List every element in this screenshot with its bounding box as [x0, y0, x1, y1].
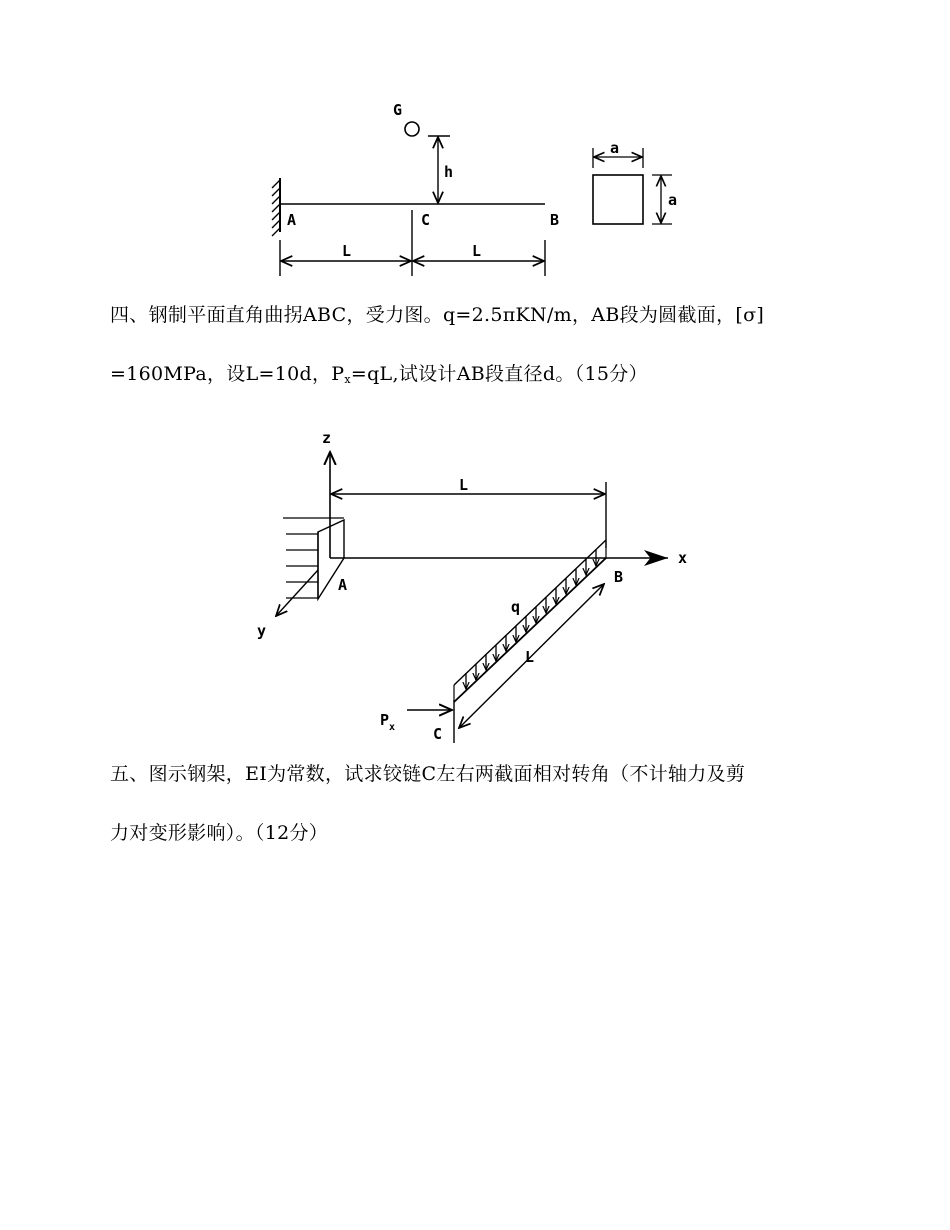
label-c-2: C: [433, 725, 443, 743]
label-l-top: L: [459, 476, 469, 494]
label-c: C: [421, 211, 431, 229]
question-5-line-2: 力对变形影响）。（12分）: [110, 822, 329, 844]
label-g: G: [393, 101, 403, 119]
label-h: h: [444, 163, 454, 181]
label-a: A: [287, 211, 297, 229]
label-y: y: [257, 622, 267, 640]
question-4-line-2: =160MPa，设L=10d，$P_x=qL$,试设计AB段直径d。（15分）: [110, 363, 648, 386]
y-axis: [276, 570, 318, 616]
label-px: $P_x$: [380, 711, 396, 733]
label-x: x: [678, 549, 688, 567]
label-a-side: a: [668, 191, 678, 209]
label-b: B: [550, 211, 560, 229]
label-b-2: B: [614, 568, 624, 586]
label-a-top: a: [610, 139, 620, 157]
question-4-line-1: 四、钢制平面直角曲拐ABC，受力图。q=2.5πKN/m，AB段为圆截面，[σ]: [110, 304, 765, 326]
label-l-diagonal: L: [525, 648, 535, 666]
label-l-left: L: [342, 242, 352, 260]
question-5: [110, 745, 855, 863]
label-q: q: [511, 598, 521, 616]
member-bc: [454, 558, 606, 702]
question-5-line-1: 五、图示钢架，EI为常数，试求铰链C左右两截面相对转角（不计轴力及剪: [110, 763, 746, 785]
label-z: z: [322, 429, 332, 447]
distributed-load-arrows: [466, 550, 596, 689]
label-a-2: A: [338, 576, 348, 594]
label-l-right: L: [472, 242, 482, 260]
